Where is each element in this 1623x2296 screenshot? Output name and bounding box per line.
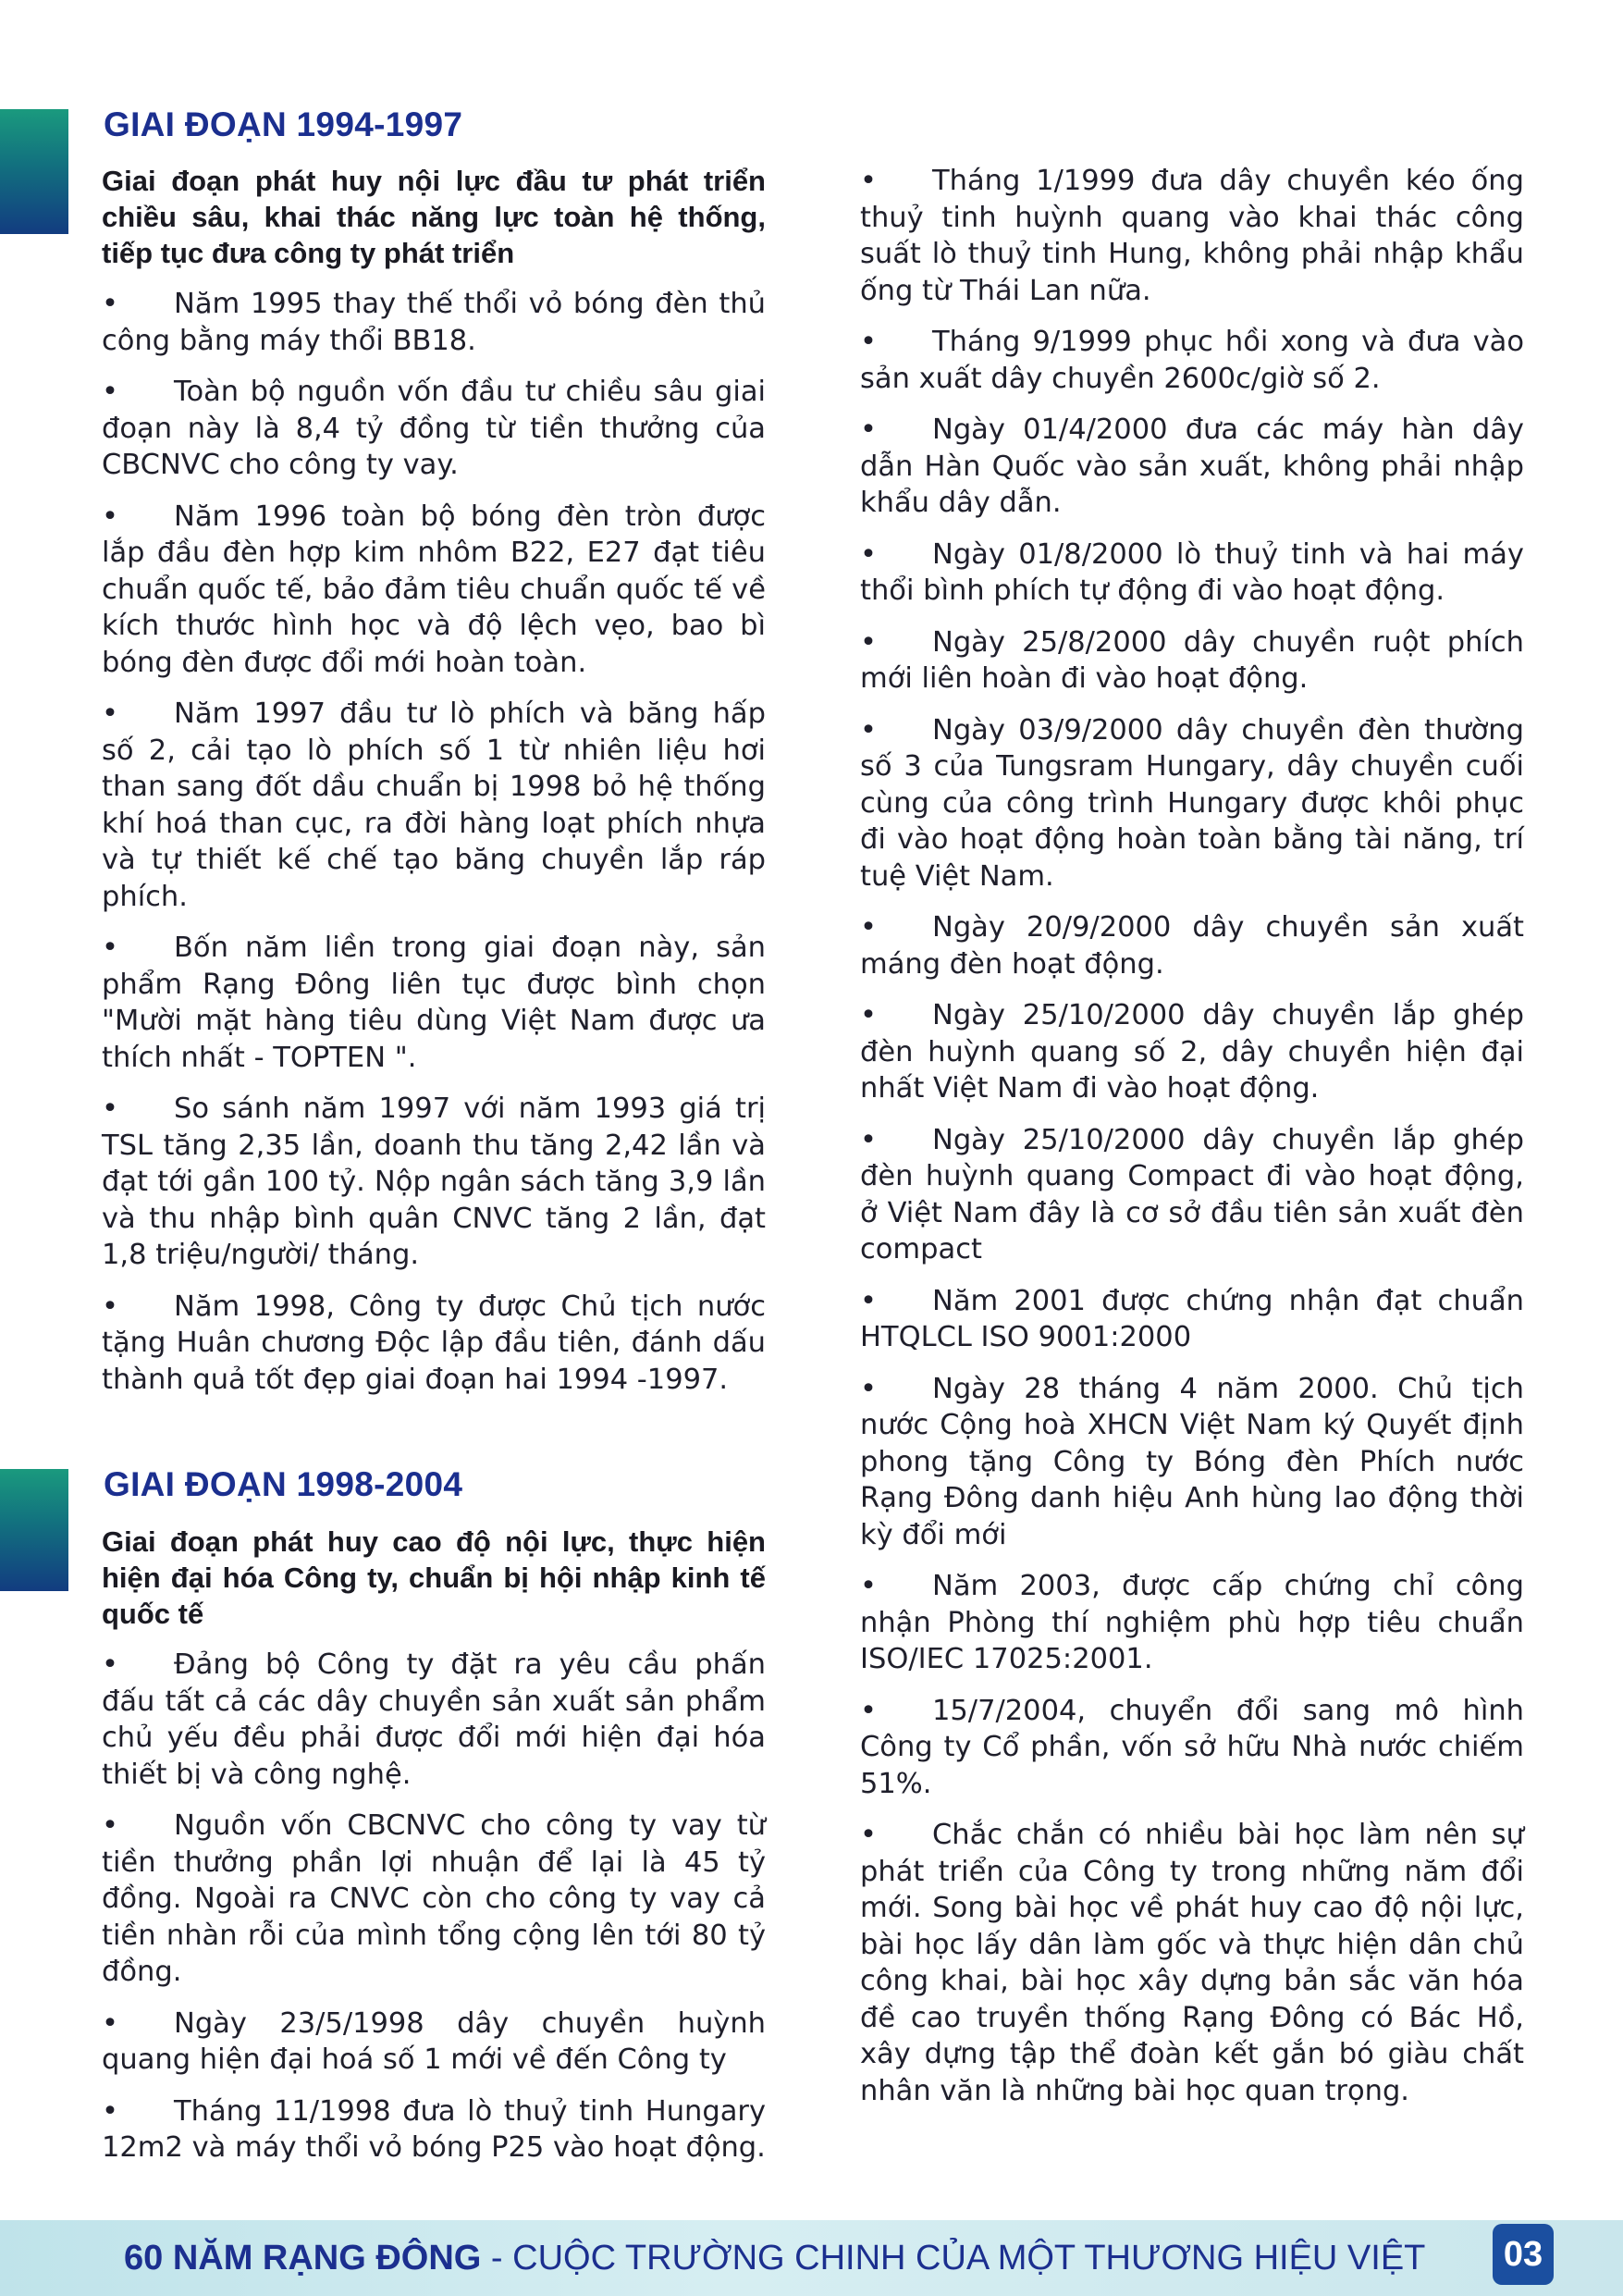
section-subtitle: Giai đoạn phát huy nội lực đầu tư phát triển chiều sâu, khai thác năng lực toàn hệ thống, tiếp tục đưa công ty phát triển xyxy=(102,165,766,269)
list-item xyxy=(860,1371,1524,1554)
list-item xyxy=(860,1122,1524,1268)
list-item-text: Ngày 01/4/2000 đưa các máy hàn dây dẫn Hàn Quốc vào sản xuất, không phải nhập khẩu dây dẫn. xyxy=(860,414,1524,519)
section-title-1998-2004: GIAI ĐOẠN 1998-2004 xyxy=(104,1465,463,1503)
list-item xyxy=(102,1091,766,1274)
list-item-text: Ngày 03/9/2000 dây chuyền đèn thường số 3 của Tungsram Hungary, dây chuyền cuối cùng của công trình Hungary được khôi phục đi vào hoạt động hoàn toàn bằng tài năng, trí tuệ Việt Nam. xyxy=(860,713,1524,893)
list-item xyxy=(860,537,1524,610)
section-1994-1997-body xyxy=(102,163,766,1413)
bullet-list xyxy=(102,1647,766,2166)
list-item-text: Ngày 23/5/1998 dây chuyền huỳnh quang hiện đại hoá số 1 mới về đến Công ty xyxy=(102,2006,766,2076)
list-item-text: Toàn bộ nguồn vốn đầu tư chiều sâu giai đoạn này là 8,4 tỷ đồng từ tiền thưởng của CBCNVC cho công ty vay. xyxy=(102,376,766,481)
bullet-icon: • xyxy=(860,999,877,1031)
section-title-1994-1997: GIAI ĐOẠN 1994-1997 xyxy=(104,105,463,143)
list-item xyxy=(102,696,766,915)
list-item xyxy=(102,374,766,484)
list-item-text: Ngày 25/8/2000 dây chuyền ruột phích mới liên hoàn đi vào hoạt động. xyxy=(860,625,1524,695)
list-item-text: Ngày 25/10/2000 dây chuyền lắp ghép đèn huỳnh quang Compact đi vào hoạt động, ở Việt Nam đây là cơ sở đầu tiên sản xuất đèn compact xyxy=(860,1123,1524,1265)
list-item xyxy=(860,1817,1524,2109)
bullet-list xyxy=(860,163,1524,2109)
section-accent-bar xyxy=(0,109,68,234)
bullet-icon: • xyxy=(860,1123,877,1156)
bullet-icon: • xyxy=(860,1819,877,1851)
page-number: 03 xyxy=(1493,2224,1554,2285)
footer-title-bold: 60 NĂM RẠNG ĐÔNG xyxy=(124,2239,482,2277)
bullet-icon: • xyxy=(860,713,877,747)
footer-band xyxy=(0,2220,1623,2296)
bullet-icon: • xyxy=(102,1290,118,1323)
bullet-icon: • xyxy=(102,288,118,320)
bullet-icon: • xyxy=(860,1284,877,1317)
list-item xyxy=(102,1647,766,1793)
list-item xyxy=(860,412,1524,522)
footer-title xyxy=(124,2239,1425,2278)
list-item xyxy=(860,997,1524,1107)
list-item-text: Ngày 25/10/2000 dây chuyền lắp ghép đèn huỳnh quang số 2, dây chuyền hiện đại nhất Việt Nam đi vào hoạt động. xyxy=(860,999,1524,1105)
bullet-icon: • xyxy=(102,1809,118,1842)
list-item-text: 15/7/2004, chuyển đổi sang mô hình Công ty Cổ phần, vốn sở hữu Nhà nước chiếm 51%. xyxy=(860,1694,1524,1800)
list-item xyxy=(102,499,766,682)
list-item-text: Tháng 9/1999 phục hồi xong và đưa vào sản xuất dây chuyền 2600c/giờ số 2. xyxy=(860,326,1524,395)
bullet-icon: • xyxy=(102,2094,118,2128)
bullet-list xyxy=(102,286,766,1398)
bullet-icon: • xyxy=(102,2006,118,2040)
list-item-text: Ngày 01/8/2000 lò thuỷ tinh và hai máy thổi bình phích tự động đi vào hoạt động. xyxy=(860,537,1524,607)
section-subtitle: Giai đoạn phát huy cao độ nội lực, thực hiện hiện đại hóa Công ty, chuẩn bị hội nhập kinh tế quốc tế xyxy=(102,1525,766,1630)
bullet-icon: • xyxy=(860,537,877,571)
list-item-text: Ngày 28 tháng 4 năm 2000. Chủ tịch nước Cộng hoà XHCN Việt Nam ký Quyết định phong tặng Công ty Bóng đèn Phích nước Rạng Đông danh hiệu Anh hùng lao động thời kỳ đổi mới xyxy=(860,1372,1524,1551)
list-item-text: Ngày 20/9/2000 dây chuyền sản xuất máng đèn hoạt động. xyxy=(860,911,1524,981)
list-item xyxy=(860,624,1524,697)
bullet-icon: • xyxy=(860,1570,877,1602)
list-item-text: Năm 1998, Công ty được Chủ tịch nước tặng Huân chương Độc lập đầu tiên, đánh dấu thành quả tốt đẹp giai đoạn hai 1994 -1997. xyxy=(102,1290,766,1396)
list-item-text: Năm 1995 thay thế thổi vỏ bóng đèn thủ công bằng máy thổi BB18. xyxy=(102,288,766,357)
bullet-icon: • xyxy=(102,1092,118,1125)
list-item xyxy=(102,2006,766,2079)
list-item xyxy=(102,1289,766,1399)
section-1998-2004-body xyxy=(102,1524,766,2181)
bullet-icon: • xyxy=(102,1648,118,1681)
bullet-icon: • xyxy=(102,697,118,730)
bullet-icon: • xyxy=(860,326,877,358)
bullet-icon: • xyxy=(102,376,118,408)
footer-title-rest: - CUỘC TRƯỜNG CHINH CỦA MỘT THƯƠNG HIỆU VIỆT xyxy=(481,2239,1426,2277)
list-item-text: Bốn năm liền trong giai đoạn này, sản phẩm Rạng Đông liên tục được bình chọn "Mười mặt hàng tiêu dùng Việt Nam được ưa thích nhất - TOPTEN ". xyxy=(102,932,766,1074)
list-item xyxy=(860,909,1524,982)
list-item-text: Tháng 1/1999 đưa dây chuyền kéo ống thuỷ tinh huỳnh quang vào khai thác công suất lò thuỷ tinh Hung, không phải nhập khẩu ống từ Thái Lan nữa. xyxy=(860,165,1524,307)
right-column-body xyxy=(860,163,1524,2124)
bullet-icon: • xyxy=(102,500,118,533)
list-item xyxy=(860,1693,1524,1803)
list-item-text: Năm 2001 được chứng nhận đạt chuẩn HTQLCL ISO 9001:2000 xyxy=(860,1284,1524,1353)
bullet-icon: • xyxy=(860,165,877,197)
list-item xyxy=(860,1283,1524,1356)
list-item xyxy=(860,1568,1524,1678)
bullet-icon: • xyxy=(860,911,877,944)
list-item xyxy=(102,286,766,359)
bullet-icon: • xyxy=(860,414,877,446)
bullet-icon: • xyxy=(860,625,877,659)
bullet-icon: • xyxy=(102,932,118,964)
list-item-text: Tháng 11/1998 đưa lò thuỷ tinh Hungary 12m2 và máy thổi vỏ bóng P25 vào hoạt động. xyxy=(102,2094,766,2164)
list-item xyxy=(102,2093,766,2166)
list-item xyxy=(102,1808,766,1991)
list-item xyxy=(860,712,1524,895)
list-item-text: Năm 2003, được cấp chứng chỉ công nhận Phòng thí nghiệm phù hợp tiêu chuẩn ISO/IEC 17025:2001. xyxy=(860,1570,1524,1675)
list-item-text: Chắc chắn có nhiều bài học làm nên sự phát triển của Công ty trong những năm đổi mới. Song bài học về phát huy cao độ nội lực, bài học lấy dân làm gốc và thực hiện dân chủ công khai, bài học xây dựng bản sắc văn hóa đề cao truyền thống Rạng Đông có Bác Hồ, xây dựng tập thể đoàn kết gắn bó giàu chất nhân văn là những bài học quan trọng. xyxy=(860,1819,1524,2107)
list-item xyxy=(102,930,766,1076)
section-accent-bar xyxy=(0,1469,68,1591)
list-item xyxy=(860,324,1524,397)
bullet-icon: • xyxy=(860,1694,877,1727)
list-item-text: Nguồn vốn CBCNVC cho công ty vay từ tiền thưởng phần lợi nhuận để lại là 45 tỷ đồng. Ngoài ra CNVC còn cho công ty vay cả tiền nhàn rỗi của mình tổng cộng lên tới 80 tỷ đồng. xyxy=(102,1809,766,1988)
list-item-text: Đảng bộ Công ty đặt ra yêu cầu phấn đấu tất cả các dây chuyền sản xuất sản phẩm chủ yếu đều phải được đổi mới hiện đại hóa thiết bị và công nghệ. xyxy=(102,1648,766,1791)
bullet-icon: • xyxy=(860,1372,877,1405)
list-item-text: Năm 1997 đầu tư lò phích và băng hấp số 2, cải tạo lò phích số 1 từ nhiên liệu hơi than sang đốt dầu chuẩn bị 1998 bỏ hệ thống khí hoá than cục, ra đời hàng loạt phích nhựa và tự thiết kế chế tạo băng chuyền lắp ráp phích. xyxy=(102,697,766,913)
list-item-text: Năm 1996 toàn bộ bóng đèn tròn được lắp đầu đèn hợp kim nhôm B22, E27 đạt tiêu chuẩn quốc tế, bảo đảm tiêu chuẩn quốc tế về kích thước hình học và độ lệch vẹo, bao bì bóng đèn được đổi mới hoàn toàn. xyxy=(102,500,766,679)
list-item-text: So sánh năm 1997 với năm 1993 giá trị TSL tăng 2,35 lần, doanh thu tăng 2,42 lần và đạt tới gần 100 tỷ. Nộp ngân sách tăng 3,9 lần và thu nhập bình quân CNVC tăng 2 lần, đạt 1,8 triệu/người/ tháng. xyxy=(102,1092,766,1271)
list-item xyxy=(860,163,1524,309)
